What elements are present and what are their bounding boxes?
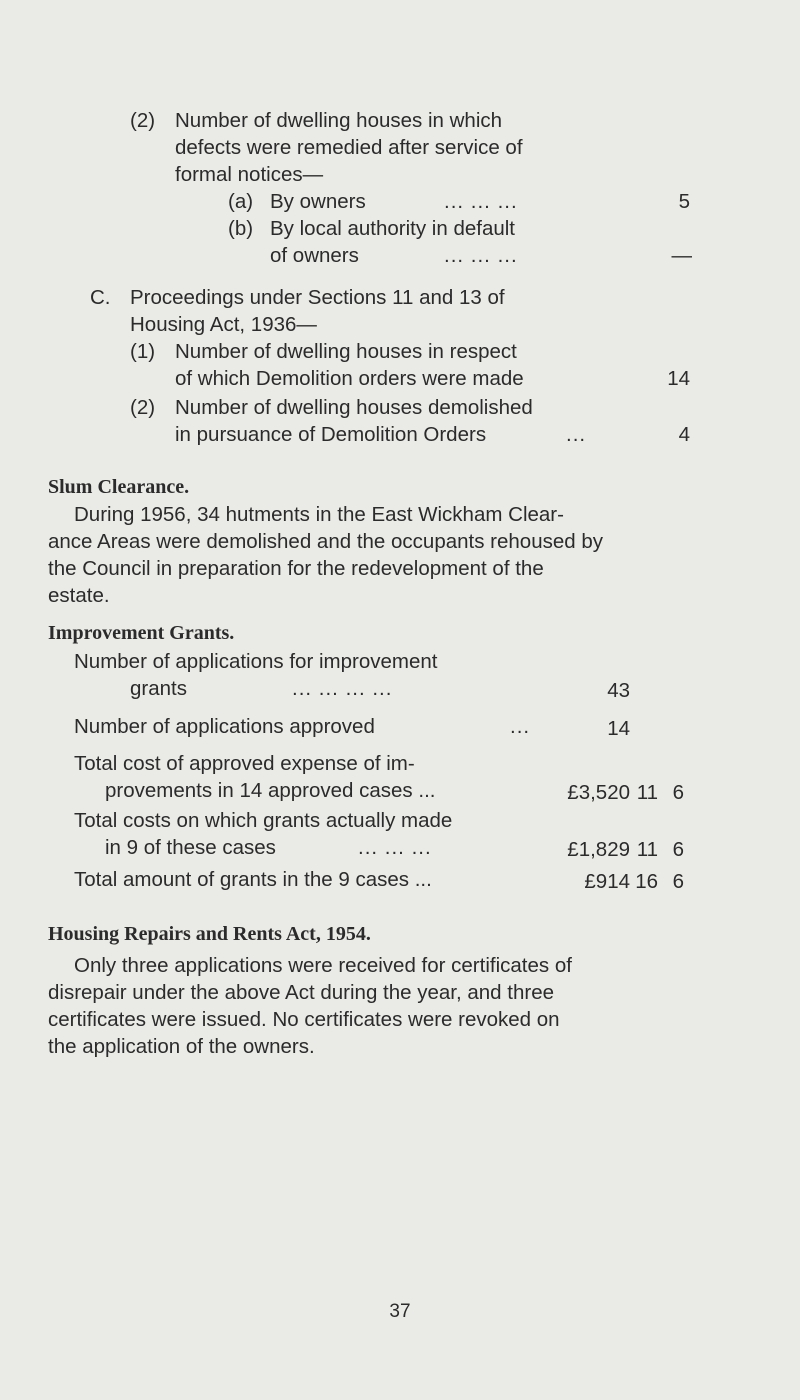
table-row-label: provements in 14 approved cases ... [105, 779, 436, 802]
paragraph-line: Only three applications were received for certificates of [74, 954, 572, 977]
text-line: By owners [270, 190, 366, 213]
text-line: formal notices— [175, 163, 324, 186]
paragraph-line: certificates were issued. No certificates were revoked on [48, 1008, 560, 1031]
text-line: in pursuance of Demolition Orders [175, 423, 487, 446]
table-row-label: Total costs on which grants actually made [74, 809, 453, 832]
item-label: (2) [130, 109, 156, 132]
text-line: Number of dwelling houses in which [175, 109, 503, 132]
pounds-cell: £914 [584, 870, 630, 893]
paragraph-line: During 1956, 34 hutments in the East Wickham Clear- [74, 503, 564, 526]
pence-cell: 6 [672, 781, 684, 804]
paragraph-line: disrepair under the above Act during the year, and three [48, 981, 555, 1004]
pounds-cell: £3,520 [567, 781, 630, 804]
shillings-cell: 16 [635, 870, 658, 893]
text-line: Proceedings under Sections 11 and 13 of [130, 286, 505, 309]
leader-dots: ... ... ... [358, 836, 432, 859]
pounds-cell: 43 [607, 679, 630, 702]
leader-dots: ... ... ... [444, 190, 518, 213]
table-row-label: Number of applications for improvement [74, 650, 438, 673]
shillings-cell: 11 [636, 838, 658, 861]
section-label: C. [90, 286, 111, 309]
value-cell: — [671, 244, 692, 267]
leader-dots: ... ... ... [444, 244, 518, 267]
text-line: defects were remedied after service of [175, 136, 523, 159]
item-label: (a) [228, 190, 254, 213]
text-line: of which Demolition orders were made [175, 367, 524, 390]
leader-dots: ... [566, 423, 587, 446]
text-line: Housing Act, 1936— [130, 313, 317, 336]
item-label: (b) [228, 217, 254, 240]
section-heading: Slum Clearance. [48, 476, 190, 498]
value-cell: 5 [678, 190, 690, 213]
text-line: By local authority in default [270, 217, 515, 240]
text-line: of owners [270, 244, 359, 267]
section-heading: Improvement Grants. [48, 622, 235, 644]
pounds-cell: 14 [607, 717, 630, 740]
paragraph-line: the Council in preparation for the redevelopment of the [48, 557, 544, 580]
table-row-label: grants [130, 677, 187, 700]
table-row-label: Total cost of approved expense of im- [74, 752, 415, 775]
table-row-label: Total amount of grants in the 9 cases ... [74, 868, 432, 891]
pounds-cell: £1,829 [567, 838, 630, 861]
pence-cell: 6 [672, 838, 684, 861]
paragraph-line: ance Areas were demolished and the occupants rehoused by [48, 530, 604, 553]
text-line: Number of dwelling houses in respect [175, 340, 517, 363]
paragraph-line: estate. [48, 584, 110, 607]
item-label: (1) [130, 340, 156, 363]
paragraph-line: the application of the owners. [48, 1035, 315, 1058]
pence-cell: 6 [672, 870, 684, 893]
text-line: Number of dwelling houses demolished [175, 396, 533, 419]
table-row-label: in 9 of these cases [105, 836, 276, 859]
page-number: 37 [389, 1301, 411, 1322]
section-heading: Housing Repairs and Rents Act, 1954. [48, 923, 371, 945]
value-cell: 4 [678, 423, 690, 446]
shillings-cell: 11 [636, 781, 658, 804]
leader-dots: ... ... ... ... [292, 677, 393, 700]
value-cell: 14 [667, 367, 690, 390]
leader-dots: ... [510, 715, 531, 738]
table-row-label: Number of applications approved [74, 715, 375, 738]
item-label: (2) [130, 396, 156, 419]
